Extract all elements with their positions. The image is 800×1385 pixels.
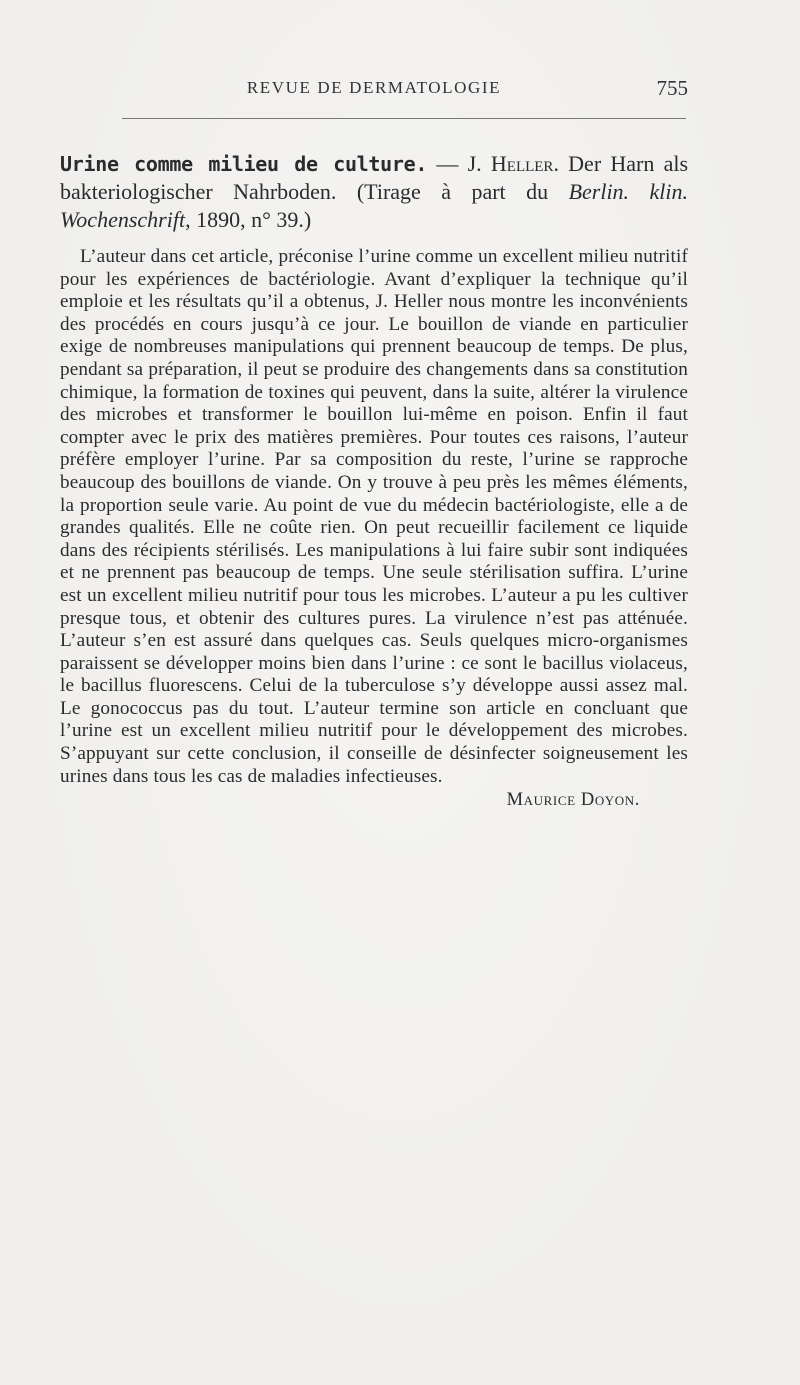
article-title: Urine comme milieu de culture. <box>60 152 428 176</box>
header-rule <box>122 118 686 119</box>
running-title: REVUE DE DERMATOLOGIE <box>246 78 502 97</box>
body-paragraph: L’auteur dans cet article, préconise l’urine comme un excellent milieu nutritif pour les expériences de bactériologie. Avant d’expliquer la technique qu’il emploie et les résultats qu’il a obtenus, J. Heller nous montre les inconvénients des procédés en cours jusqu’à ce jour. Le bouillon de viande en particulier exige de nombreuses manipulations qui prennent beaucoup de temps. De plus, pendant sa préparation, il peut se produire des changements dans sa constitution chimique, la formation de toxines qui peuvent, dans la suite, altérer la virulence des microbes et transformer le bouillon lui-même en poison. Enfin il faut compter avec le prix des matières premières. Pour toutes ces raisons, l’auteur préfère employer l’urine. Par sa composition du reste, l’urine se rapproche beaucoup des bouillons de viande. On y trouve à peu près les mêmes éléments, la proportion seule varie. Au point de vue du médecin bactériologiste, elle a de grandes qualités. Elle ne coûte rien. On peut recueillir facilement ce liquide dans des récipients stérilisés. Les manipulations à lui faire subir sont indiquées et ne prennent pas beaucoup de temps. Une seule stérilisation suffira. L’urine est un excellent milieu nutritif pour tous les microbes. L’auteur a pu les cultiver presque tous, et obtenir des cultures pures. La virulence n’est pas atténuée. L’auteur s’en est assuré dans quelques cas. Seuls quelques micro-organismes paraissent se développer moins bien dans l’urine : ce sont le bacillus violaceus, le bacillus fluorescens. Celui de la tuberculose s’y développe aussi assez mal. Le gonococcus pas du tout. L’auteur termine son article en concluant que l’urine est un excellent milieu nutritif pour le développement des microbes. S’appuyant sur cette conclusion, il conseille de désinfecter soigneusement les urines dans tous les cas de maladies infectieuses. <box>60 246 688 787</box>
article-citation <box>60 150 688 234</box>
page-number: 755 <box>656 76 688 100</box>
citation-tail: , 1890, n° 39.) <box>185 207 312 232</box>
journal-name: Berlin. klin. Wochenschrift <box>60 179 688 232</box>
article-body <box>60 246 688 788</box>
article-author: Heller <box>490 151 554 176</box>
article <box>60 150 688 811</box>
citation-dash: — J. <box>427 151 491 176</box>
signature: Maurice Doyon. <box>506 790 640 811</box>
citation-main: . Der Harn als bakteriologischer Nahrboden. (Tirage à part du <box>60 151 689 204</box>
running-head <box>60 76 688 104</box>
